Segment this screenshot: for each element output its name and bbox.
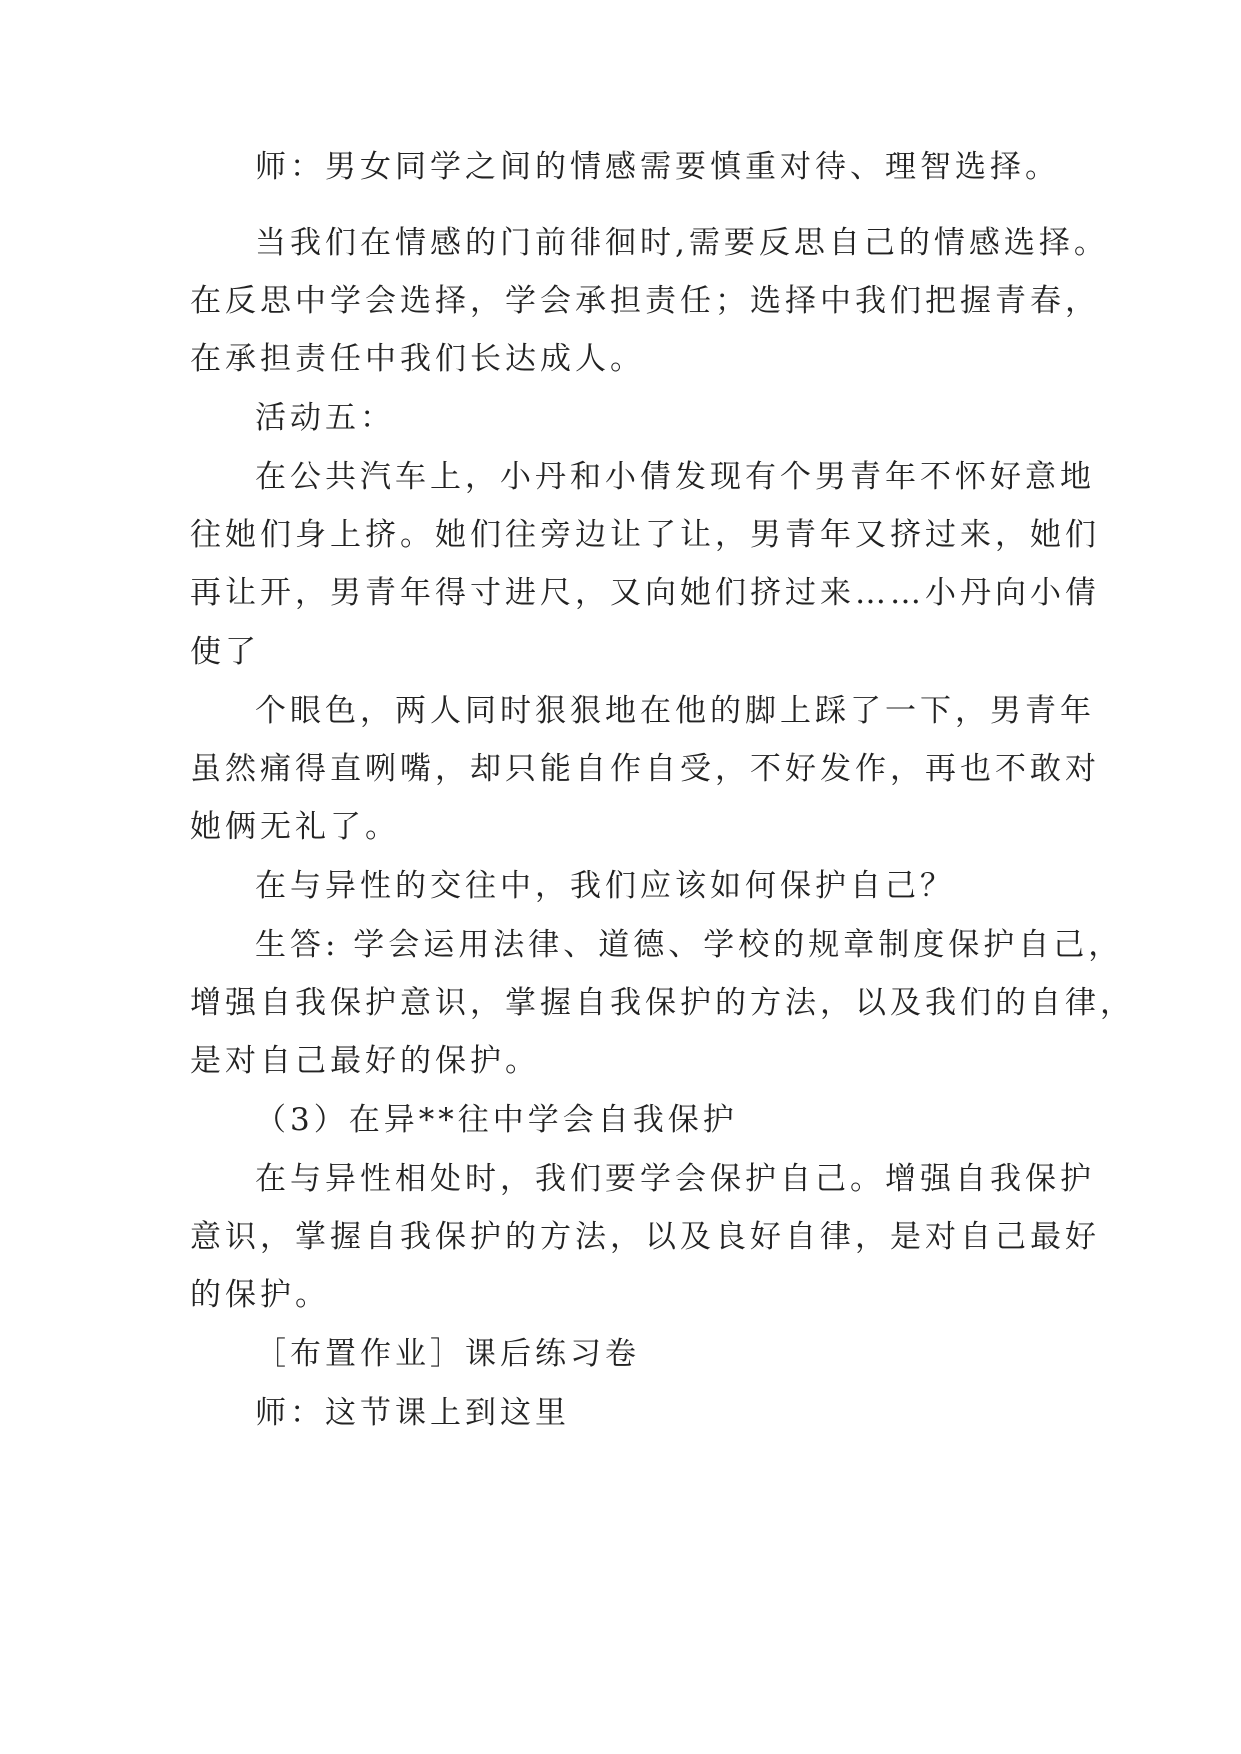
paragraph-emotion-reflection: 在承担责任中我们长达成人。 [190,341,645,377]
paragraph-student-answer: 生答: 学会运用法律、道德、学校的规章制度保护自己， [255,927,1124,963]
paragraph-self-protection: 在与异性相处时，我们要学会保护自己。增强自我保护 [255,1161,1095,1197]
paragraph-bus-story-continued: 个眼色，两人同时狠狠地在他的脚上踩了一下，男青年 [255,693,1095,729]
paragraph-bus-story: 使了 [190,634,260,670]
paragraph-student-answer: 增强自我保护意识，掌握自我保护的方法，以及我们的自律， [190,985,1135,1021]
paragraph-self-protection: 意识，掌握自我保护的方法，以及良好自律，是对自己最好 [190,1219,1100,1255]
paragraph-bus-story-continued: 她俩无礼了。 [190,809,400,845]
paragraph-bus-story: 往她们身上挤。她们往旁边让了让，男青年又挤过来，她们 [190,517,1100,553]
paragraph-bus-story: 再让开，男青年得寸进尺，又向她们挤过来……小丹向小倩 [190,575,1100,611]
paragraph-self-protection: 的保护。 [190,1277,330,1313]
question-self-protection: 在与异性的交往中，我们应该如何保护自己？ [255,868,955,904]
section-heading: （3）在异**往中学会自我保护 [255,1102,738,1138]
paragraph-emotion-reflection: 当我们在情感的门前徘徊时,需要反思自己的情感选择。 [255,225,1109,261]
teacher-closing: 师：这节课上到这里 [255,1395,570,1431]
paragraph-bus-story-continued: 虽然痛得直咧嘴，却只能自作自受，不好发作，再也不敢对 [190,751,1100,787]
activity-heading: 活动五： [255,400,395,436]
homework-assignment: ［布置作业］课后练习卷 [255,1336,640,1372]
paragraph-bus-story: 在公共汽车上，小丹和小倩发现有个男青年不怀好意地 [255,459,1095,495]
paragraph-teacher-remark: 师：男女同学之间的情感需要慎重对待、理智选择。 [255,149,1060,185]
paragraph-emotion-reflection: 在反思中学会选择，学会承担责任；选择中我们把握青春， [190,283,1100,319]
paragraph-student-answer: 是对自己最好的保护。 [190,1043,540,1079]
